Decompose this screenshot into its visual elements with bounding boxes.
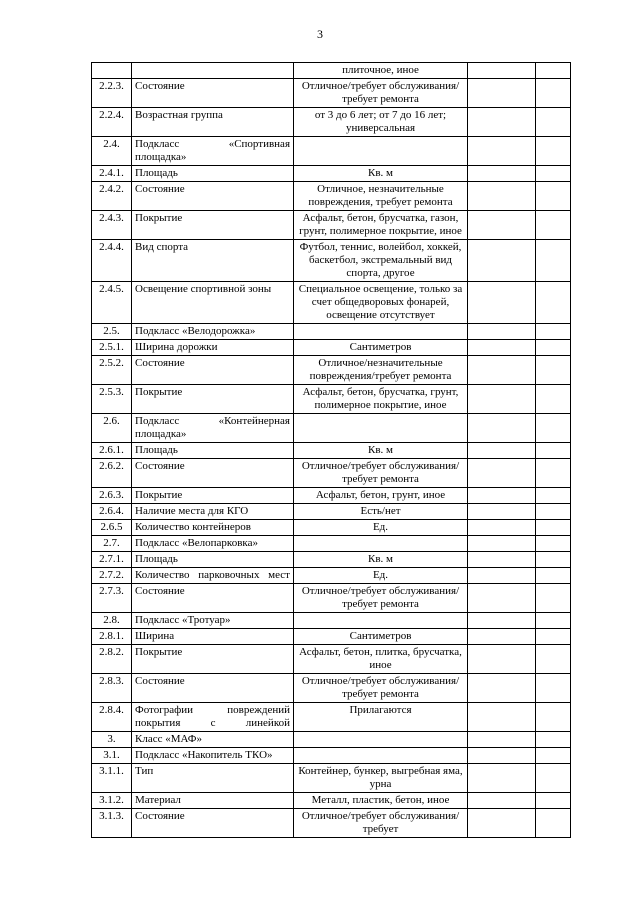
row-name: Подкласс «Спортивная площадка» (132, 137, 294, 166)
row-number: 2.7.3. (92, 584, 132, 613)
table-row (92, 703, 571, 732)
empty-cell (536, 108, 571, 137)
table-row (92, 282, 571, 324)
row-value (294, 732, 468, 748)
table-row (92, 613, 571, 629)
row-number: 3.1.1. (92, 764, 132, 793)
row-value: Прилагаются (294, 703, 468, 732)
empty-cell (536, 703, 571, 732)
row-name (132, 63, 294, 79)
empty-cell (468, 674, 536, 703)
table-body (92, 63, 571, 838)
row-name: Подкласс «Велопарковка» (132, 536, 294, 552)
row-name: Площадь (132, 443, 294, 459)
empty-cell (536, 584, 571, 613)
table-row (92, 240, 571, 282)
empty-cell (536, 385, 571, 414)
empty-cell (468, 703, 536, 732)
empty-cell (468, 340, 536, 356)
row-value (294, 137, 468, 166)
empty-cell (468, 63, 536, 79)
row-name: Площадь (132, 552, 294, 568)
row-number: 3.1.2. (92, 793, 132, 809)
empty-cell (468, 211, 536, 240)
row-value: Асфальт, бетон, грунт, иное (294, 488, 468, 504)
row-number: 2.5.3. (92, 385, 132, 414)
empty-cell (468, 79, 536, 108)
row-number: 3. (92, 732, 132, 748)
empty-cell (468, 166, 536, 182)
row-value: Ед. (294, 520, 468, 536)
row-number: 2.8.3. (92, 674, 132, 703)
table-row (92, 629, 571, 645)
table-row (92, 809, 571, 838)
empty-cell (468, 356, 536, 385)
empty-cell (536, 536, 571, 552)
empty-cell (536, 520, 571, 536)
empty-cell (468, 613, 536, 629)
empty-cell (468, 443, 536, 459)
table-row (92, 764, 571, 793)
row-number: 2.6.4. (92, 504, 132, 520)
table-row (92, 459, 571, 488)
row-value: Кв. м (294, 443, 468, 459)
row-number: 2.7.2. (92, 568, 132, 584)
row-number: 2.5.1. (92, 340, 132, 356)
empty-cell (468, 748, 536, 764)
row-name: Возрастная группа (132, 108, 294, 137)
empty-cell (536, 764, 571, 793)
row-name: Покрытие (132, 645, 294, 674)
attributes-table (91, 62, 571, 838)
row-name: Состояние (132, 584, 294, 613)
row-number: 2.7. (92, 536, 132, 552)
row-value: Отличное/незначительные повреждения/требует ремонта (294, 356, 468, 385)
row-number: 2.2.4. (92, 108, 132, 137)
row-value (294, 613, 468, 629)
row-number: 2.4.3. (92, 211, 132, 240)
row-value (294, 414, 468, 443)
empty-cell (536, 568, 571, 584)
row-value: Металл, пластик, бетон, иное (294, 793, 468, 809)
empty-cell (536, 732, 571, 748)
row-number: 2.4. (92, 137, 132, 166)
row-value: Футбол, теннис, волейбол, хоккей, баскетбол, экстремальный вид спорта, другое (294, 240, 468, 282)
row-name: Подкласс «Контейнерная площадка» (132, 414, 294, 443)
row-value: Отличное/требует обслуживания/ требует ремонта (294, 79, 468, 108)
row-name: Покрытие (132, 211, 294, 240)
row-value: Кв. м (294, 552, 468, 568)
table-row (92, 137, 571, 166)
table-row (92, 63, 571, 79)
row-name: Подкласс «Накопитель ТКО» (132, 748, 294, 764)
row-number: 2.6.5 (92, 520, 132, 536)
table-row (92, 552, 571, 568)
empty-cell (536, 629, 571, 645)
empty-cell (468, 324, 536, 340)
empty-cell (536, 674, 571, 703)
row-number: 2.8.1. (92, 629, 132, 645)
row-name: Количество парковочных мест (132, 568, 294, 584)
empty-cell (468, 459, 536, 488)
row-value: Отличное/требует обслуживания/требует ремонта (294, 674, 468, 703)
empty-cell (536, 645, 571, 674)
row-name: Ширина (132, 629, 294, 645)
empty-cell (468, 629, 536, 645)
row-number: 2.8.2. (92, 645, 132, 674)
empty-cell (536, 63, 571, 79)
empty-cell (536, 748, 571, 764)
empty-cell (536, 809, 571, 838)
row-value: Ед. (294, 568, 468, 584)
row-number: 2.7.1. (92, 552, 132, 568)
empty-cell (536, 414, 571, 443)
row-value: Есть/нет (294, 504, 468, 520)
empty-cell (536, 166, 571, 182)
row-name: Площадь (132, 166, 294, 182)
row-number: 2.8. (92, 613, 132, 629)
empty-cell (536, 443, 571, 459)
row-value: Сантиметров (294, 629, 468, 645)
row-value (294, 748, 468, 764)
row-number: 2.6.3. (92, 488, 132, 504)
row-value (294, 536, 468, 552)
empty-cell (468, 504, 536, 520)
row-name: Наличие места для КГО (132, 504, 294, 520)
row-value: Отличное, незначительные повреждения, требует ремонта (294, 182, 468, 211)
row-number: 3.1.3. (92, 809, 132, 838)
row-name: Класс «МАФ» (132, 732, 294, 748)
table-row (92, 674, 571, 703)
empty-cell (468, 520, 536, 536)
row-number: 2.5. (92, 324, 132, 340)
row-value: Сантиметров (294, 340, 468, 356)
empty-cell (536, 324, 571, 340)
table-row (92, 182, 571, 211)
empty-cell (536, 137, 571, 166)
row-value: Отличное/требует обслуживания/требует ремонта (294, 459, 468, 488)
empty-cell (468, 584, 536, 613)
empty-cell (536, 340, 571, 356)
empty-cell (468, 536, 536, 552)
row-name: Покрытие (132, 488, 294, 504)
table-row (92, 443, 571, 459)
empty-cell (536, 488, 571, 504)
row-value: Специальное освещение, только за счет общедворовых фонарей, освещение отсутствует (294, 282, 468, 324)
row-value (294, 324, 468, 340)
empty-cell (468, 645, 536, 674)
row-number: 2.2.3. (92, 79, 132, 108)
empty-cell (468, 108, 536, 137)
table-row (92, 324, 571, 340)
empty-cell (468, 568, 536, 584)
row-name: Материал (132, 793, 294, 809)
row-name: Количество контейнеров (132, 520, 294, 536)
row-value: Отличное/требует обслуживания/требует (294, 809, 468, 838)
table-row (92, 793, 571, 809)
table-row (92, 340, 571, 356)
row-value: Контейнер, бункер, выгребная яма, урна (294, 764, 468, 793)
empty-cell (536, 504, 571, 520)
row-value: Асфальт, бетон, плитка, брусчатка, иное (294, 645, 468, 674)
empty-cell (468, 793, 536, 809)
row-value: Асфальт, бетон, брусчатка, грунт, полимерное покрытие, иное (294, 385, 468, 414)
empty-cell (536, 79, 571, 108)
table-row (92, 748, 571, 764)
empty-cell (536, 613, 571, 629)
row-name: Подкласс «Тротуар» (132, 613, 294, 629)
empty-cell (536, 793, 571, 809)
table-row (92, 414, 571, 443)
row-name: Тип (132, 764, 294, 793)
table-row (92, 732, 571, 748)
table-row (92, 645, 571, 674)
empty-cell (536, 182, 571, 211)
table-row (92, 211, 571, 240)
row-name: Освещение спортивной зоны (132, 282, 294, 324)
row-name: Состояние (132, 674, 294, 703)
row-number: 2.6.2. (92, 459, 132, 488)
row-name: Состояние (132, 356, 294, 385)
table-row (92, 385, 571, 414)
empty-cell (536, 211, 571, 240)
row-number: 2.8.4. (92, 703, 132, 732)
table-row (92, 536, 571, 552)
empty-cell (468, 764, 536, 793)
empty-cell (536, 240, 571, 282)
empty-cell (536, 356, 571, 385)
row-number: 2.4.1. (92, 166, 132, 182)
row-number: 2.6.1. (92, 443, 132, 459)
empty-cell (468, 385, 536, 414)
row-number: 3.1. (92, 748, 132, 764)
row-name: Состояние (132, 809, 294, 838)
empty-cell (536, 459, 571, 488)
table-row (92, 79, 571, 108)
table-row (92, 166, 571, 182)
table-row (92, 504, 571, 520)
row-number: 2.6. (92, 414, 132, 443)
table-row (92, 584, 571, 613)
row-value: Отличное/требует обслуживания/требует ремонта (294, 584, 468, 613)
empty-cell (468, 732, 536, 748)
empty-cell (468, 488, 536, 504)
row-name: Покрытие (132, 385, 294, 414)
row-number: 2.4.2. (92, 182, 132, 211)
empty-cell (468, 282, 536, 324)
row-name: Подкласс «Велодорожка» (132, 324, 294, 340)
row-name: Состояние (132, 459, 294, 488)
row-name: Фотографии повреждений покрытия с линейкой (132, 703, 294, 732)
empty-cell (468, 137, 536, 166)
row-name: Ширина дорожки (132, 340, 294, 356)
empty-cell (468, 414, 536, 443)
empty-cell (468, 809, 536, 838)
empty-cell (468, 552, 536, 568)
table-row (92, 488, 571, 504)
row-name: Состояние (132, 182, 294, 211)
row-number: 2.5.2. (92, 356, 132, 385)
row-number: 2.4.5. (92, 282, 132, 324)
empty-cell (536, 552, 571, 568)
empty-cell (468, 240, 536, 282)
table-row (92, 568, 571, 584)
row-number: 2.4.4. (92, 240, 132, 282)
row-value: Асфальт, бетон, брусчатка, газон, грунт, полимерное покрытие, иное (294, 211, 468, 240)
row-value: Кв. м (294, 166, 468, 182)
table-row (92, 108, 571, 137)
empty-cell (536, 282, 571, 324)
page-number: 3 (317, 27, 323, 41)
table-row (92, 356, 571, 385)
table-row (92, 520, 571, 536)
row-name: Вид спорта (132, 240, 294, 282)
row-value: от 3 до 6 лет; от 7 до 16 лет; универсальная (294, 108, 468, 137)
row-number (92, 63, 132, 79)
empty-cell (468, 182, 536, 211)
row-value: плиточное, иное (294, 63, 468, 79)
row-name: Состояние (132, 79, 294, 108)
